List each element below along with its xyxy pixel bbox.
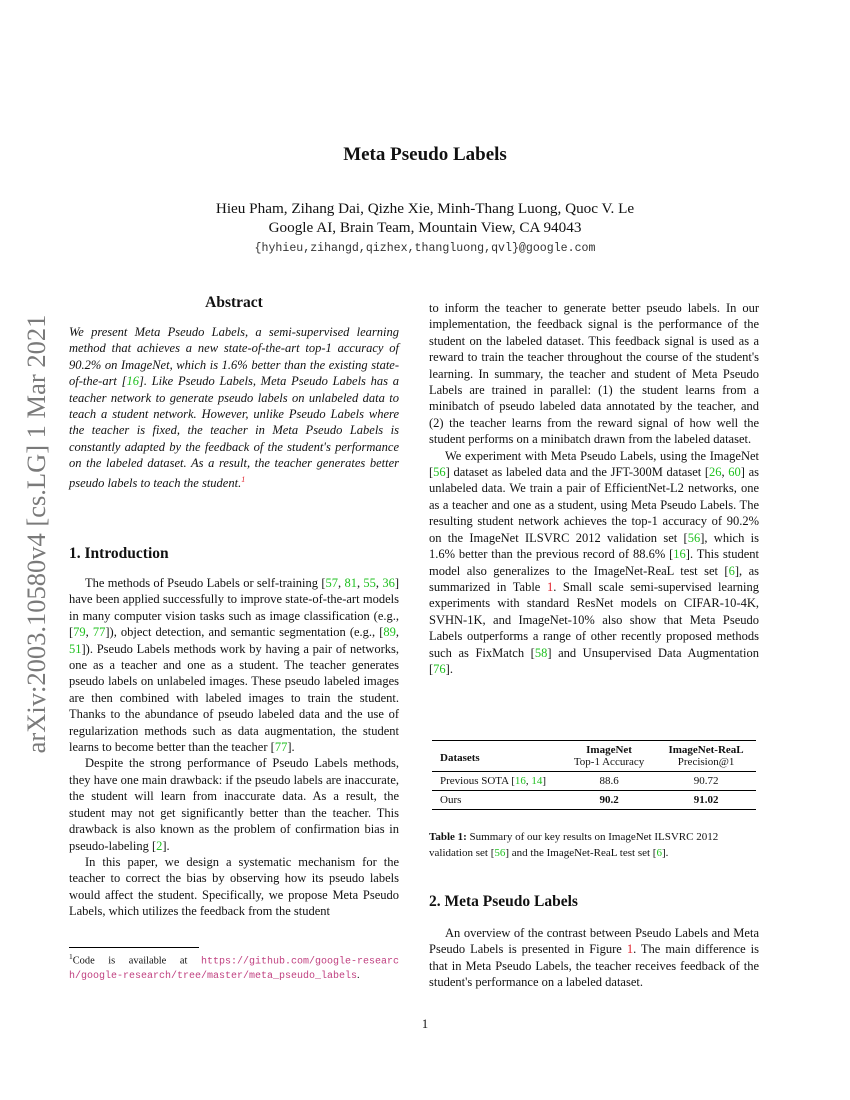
text: An overview of the contrast between Pseudo Labels and Meta Pseudo Labels is presented in Figure [429,926,759,957]
text: ] have been applied successfully to improve state-of-the-art models in many computer vision tasks such as image classification (e.g., [ [69,576,400,640]
citation-link[interactable]: 76 [433,661,446,676]
text: Summary of our key results on ImageNet ILSVRC 2012 validation set [ [429,831,719,859]
text: Previous SOTA [ [440,775,515,787]
section2-body [429,925,759,991]
section2-paragraph-1 [429,925,759,991]
cell-value: 90.2 [599,794,619,806]
text: ]), object detection, and semantic segmentation (e.g., [ [105,625,384,640]
text: ]. [162,838,170,853]
abstract-part: ]. Like Pseudo Labels, Meta Pseudo Labels has a teacher network to generate pseudo labels on unlabeled data to teach a student network. However, unlike Pseudo Labels where the teacher is fixed, the teacher in Meta Pseudo Labels is constantly adapted by the feedback of the student's performance on the labeled dataset. As a result, the teacher generates better pseudo labels to teach the student. [69,374,399,490]
intro-paragraph-3-cont: to inform the teacher to generate better pseudo labels. In our implementation, the feedback signal is the performance of the student on the labeled dataset. This feedback signal is used as a reward to train the teacher throughout the course of the student's learning. In summary, the teacher and student of Meta Pseudo Labels are trained in parallel: (1) the student learns from a minibatch of pseudo labeled data annotated by the teacher, and (2) the teacher learns from the reward signal of how well the student performs on a minibatch drawn from the labeled dataset. [429,301,759,447]
citation-link[interactable]: 2 [156,838,163,853]
table-row [432,791,756,810]
author-block [0,199,850,237]
intro-heading: 1. Introduction [69,545,169,562]
author-list: Hieu Pham, Zihang Dai, Qizhe Xie, Minh-Thang Luong, Quoc V. Le [215,200,635,217]
citation-link[interactable]: 51 [69,641,82,656]
intro-body [69,575,399,920]
intro-paragraph-1 [69,575,399,755]
citation-link[interactable]: 89 [383,625,396,640]
citation-link[interactable]: 56 [687,530,701,545]
citation-link[interactable]: 58 [534,645,548,660]
footnote-ref[interactable]: 1 [241,474,246,484]
cell-value: 91.02 [693,794,719,806]
text: , [395,625,400,640]
citation-link[interactable]: 6 [656,846,662,859]
citation-link[interactable]: 56 [433,465,446,480]
intro-paragraph-2 [69,755,399,853]
text: We experiment with Meta Pseudo Labels, using the ImageNet [ [429,448,759,480]
text: ] [542,775,547,787]
citation-link[interactable]: 79 [73,625,86,640]
abstract-text [69,324,399,491]
arxiv-stamp: arXiv:2003.10580v4 [cs.LG] 1 Mar 2021 [21,314,51,754]
figure-ref-link[interactable]: 1 [626,942,634,957]
text: ]. [287,740,295,755]
text: ]. [661,846,669,859]
text: ] dataset as labeled data and the JFT-300M dataset [ [445,465,710,480]
cell-value: 90.72 [693,775,719,787]
intro-paragraph-4 [429,448,759,678]
citation-link[interactable]: 16 [126,374,139,389]
footnote-text: Code is available at [72,955,201,967]
citation-link[interactable]: 60 [728,465,741,480]
text: ] and Unsupervised Data Augmentation [ [429,645,759,676]
page-number: 1 [421,1017,429,1031]
cell-value: 88.6 [599,775,619,787]
caption-label: Table 1: [429,831,467,843]
header-datasets: Datasets [440,751,480,764]
citation-link[interactable]: 36 [382,576,395,590]
text: , [338,576,345,590]
citation-link[interactable]: 16 [673,547,686,562]
row-label-previous-sota [432,772,562,791]
intro-paragraph-3: In this paper, we design a systematic mechanism for the teacher to correct the bias by observing how its pseudo labels would affect the student. Specifically, we propose Meta Pseudo Labels, which utilizes the feedback from the student [69,854,399,919]
results-table-grid [432,740,756,810]
text: ], as summarized in Table [429,563,760,594]
table-row [432,772,756,791]
results-table [432,740,756,810]
header-imagenet-real: ImageNet-ReaL [668,744,744,756]
text: ]). Pseudo Labels methods work by having a pair of networks, one as a teacher and one as a student. The teacher generates pseudo labels on unlabeled images. These pseudo labeled images are then combined with labeled images to train the student. Thanks to the abundance of pseudo labeled data and the use of regularization methods such as data augmentation, the student learns to become better than the teacher [ [69,641,399,755]
row-label-ours: Ours [440,794,462,806]
subheader-precision: Precision@1 [677,756,735,768]
citation-link[interactable]: 77 [92,625,106,640]
text: The methods of Pseudo Labels or self-training [ [85,576,326,590]
text: , [375,576,383,590]
table-caption [429,830,759,861]
text: . Small scale semi-supervised learning experiments with standard ResNet models on CIFAR-10-4K, SVHN-1K, and ImageNet-10% also show that Meta Pseudo Labels outperforms a range of other recently proposed methods such as FixMatch [ [429,579,759,660]
text: . The main difference is that in Meta Pseudo Labels, the teacher receives feedback of the student's performance on a labeled dataset. [429,942,760,990]
intro-body-continued [429,300,759,677]
author-emails: {hyhieu,zihangd,qizhex,thangluong,qvl}@google.com [254,242,596,255]
code-url-link[interactable]: https://github.com/google-research/google-research/tree/master/meta_pseudo_labels [69,956,399,983]
affiliation: Google AI, Brain Team, Mountain View, CA 94043 [268,219,582,236]
footnote [69,950,399,984]
citation-link[interactable]: 6 [728,563,735,578]
citation-link[interactable]: 16 [514,775,526,787]
text: ] and the ImageNet-ReaL test set [ [505,846,657,859]
text: Despite the strong performance of Pseudo Labels methods, they have one main drawback: if the pseudo labels are inaccurate, the student will learn from inaccurate data. As a result, the student may not get significantly better than the teacher. This drawback is also known as the problem of confirmation bias in pseudo-labeling [ [69,756,399,853]
paper-title: Meta Pseudo Labels [343,144,507,165]
text: ]. [445,661,453,676]
footnote-rule [69,947,199,948]
text: , [721,465,729,480]
table-header-row [432,741,756,757]
table-ref-link[interactable]: 1 [546,579,554,594]
abstract-heading: Abstract [205,294,263,311]
text: , [356,576,364,590]
abstract-part: We present Meta Pseudo Labels, a semi-supervised learning method that achieves a new state-of-the-art top-1 accuracy of 90.2% on ImageNet, which is 1.6% better than the existing state-of-the-art [ [69,325,399,389]
footnote-end: . [357,970,360,982]
citation-link[interactable]: 26 [709,465,722,480]
header-imagenet: ImageNet [586,744,632,756]
citation-link[interactable]: 14 [531,775,543,787]
text: ], which is 1.6% better than the previous record of 88.6% [ [429,530,759,562]
citation-link[interactable]: 55 [363,576,376,590]
text: ] as unlabeled data. We train a pair of EfficientNet-L2 networks, one as a teacher and one as a student, using Meta Pseudo Labels. The resulting student network achieves the top-1 accuracy of 90.2% on the ImageNet ILSVRC 2012 validation set [ [429,465,759,545]
footnote-mark: 1 [69,952,73,961]
citation-link[interactable]: 81 [344,576,357,590]
section2-heading: 2. Meta Pseudo Labels [429,893,578,910]
text: , [85,625,93,640]
citation-link[interactable]: 57 [325,576,339,590]
subheader-top1: Top-1 Accuracy [573,756,645,768]
text: ]. This student model also generalizes to the ImageNet-ReaL test set [ [429,547,759,578]
text: , [525,775,532,787]
citation-link[interactable]: 56 [494,846,506,859]
citation-link[interactable]: 77 [274,740,288,755]
